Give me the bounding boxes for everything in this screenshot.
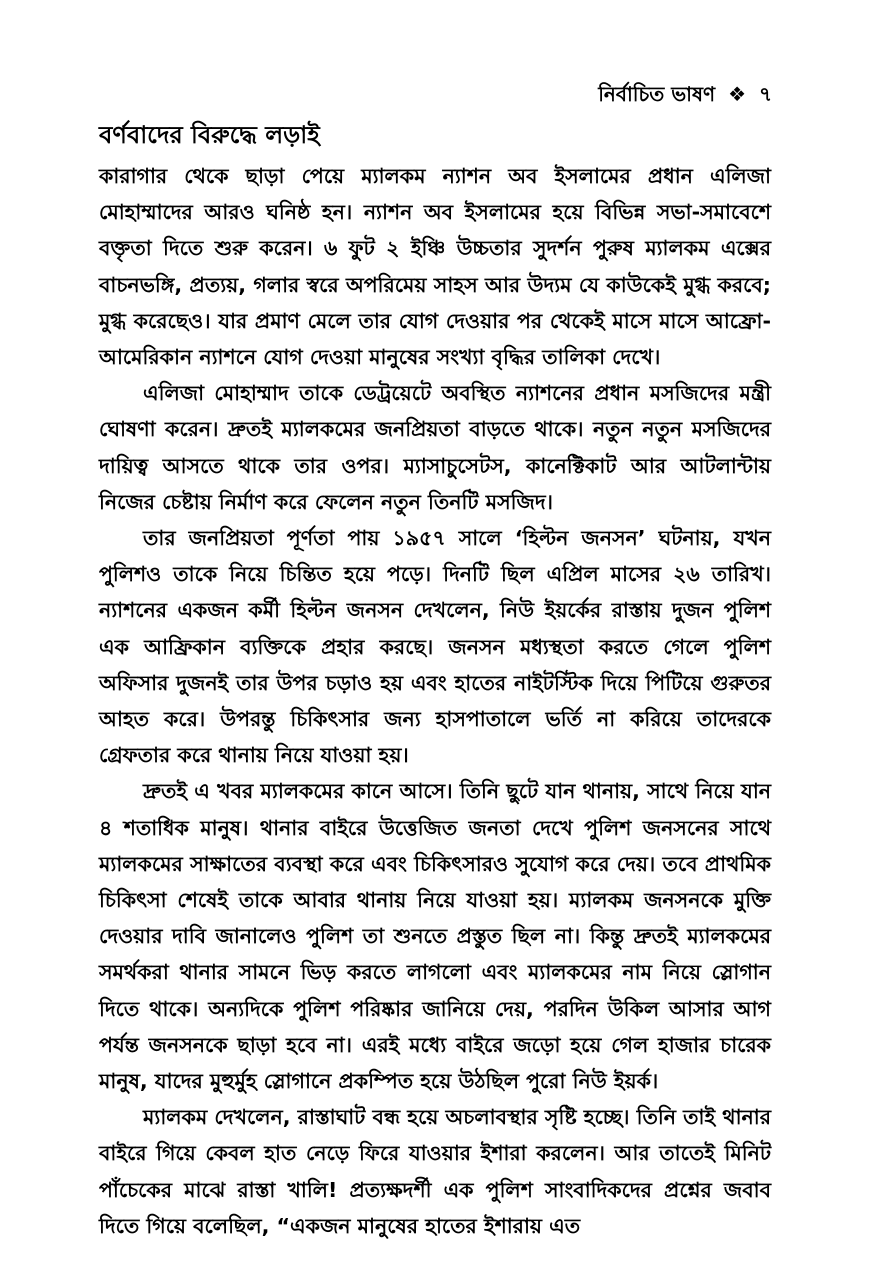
running-header (598, 80, 772, 113)
paragraph: কারাগার থেকে ছাড়া পেয়ে ম্যালকম ন্যাশন অব ইসলামের প্রধান এলিজা মোহাম্মাদের আরও ঘনিষ্ঠ হন। ন্যাশন অব ইসলামের হয়ে বিভিন্ন সভা-সমাবেশে বক্তৃতা দিতে শুরু করেন। ৬ ফুট ২ ইঞ্চি উচ্চতার সুদর্শন পুরুষ ম্যালকম এক্সের বাচনভঙ্গি, প্রত্যয়, গলার স্বরে অপরিমেয় সাহস আর উদ্যম যে কাউকেই মুগ্ধ করবে; মুগ্ধ করেছেও। যার প্রমাণ মেলে তার যোগ দেওয়ার পর থেকেই মাসে মাসে আফ্রো-আমেরিকান ন্যাশনে যোগ দেওয়া মানুষের সংখ্যা বৃদ্ধির তালিকা দেখে। (99, 164, 771, 370)
paragraph: এলিজা মোহাম্মাদ তাকে ডেট্রয়েটে অবস্থিত ন্যাশনের প্রধান মসজিদের মন্ত্রী ঘোষণা করেন। দ্রুতই ম্যালকমের জনপ্রিয়তা বাড়তে থাকে। নতুন নতুন মসজিদের দায়িত্ব আসতে থাকে তার ওপর। ম্যাসাচুসেটস, কানেক্টিকাট আর আটলান্টায় নিজের চেষ্টায় নির্মাণ করে ফেলেন নতুন তিনটি মসজিদ। (99, 381, 771, 514)
page-number: ৭ (758, 82, 772, 106)
section-title: বর্ণবাদের বিরুদ্ধে লড়াই (99, 121, 320, 149)
running-header-title: নির্বাচিত ভাষণ (598, 82, 716, 106)
paragraph: দ্রুতই এ খবর ম্যালকমের কানে আসে। তিনি ছুটে যান থানায়, সাথে নিয়ে যান ৪ শতাধিক মানুষ। থানার বাইরে উত্তেজিত জনতা দেখে পুলিশ জনসনের সাথে ম্যালকমের সাক্ষাতের ব্যবস্থা করে এবং চিকিৎসারও সুযোগ করে দেয়। তবে প্রাথমিক চিকিৎসা শেষেই তাকে আবার থানায় নিয়ে যাওয়া হয়। ম্যালকম জনসনকে মুক্তি দেওয়ার দাবি জানালেও পুলিশ তা শুনতে প্রস্তুত ছিল না। কিন্তু দ্রুতই ম্যালকমের সমর্থকরা থানার সামনে ভিড় করতে লাগলো এবং ম্যালকমের নাম নিয়ে স্লোগান দিতে থাকে। অন্যদিকে পুলিশ পরিষ্কার জানিয়ে দেয়, পরদিন উকিল আসার আগ পর্যন্ত জনসনকে ছাড়া হবে না। এরই মধ্যে বাইরে জড়ো হয়ে গেল হাজার চারেক মানুষ, যাদের মুহুর্মুহ স্লোগানে প্রকম্পিত হয়ে উঠছিল পুরো নিউ ইয়র্ক। (99, 779, 771, 1094)
paragraph: তার জনপ্রিয়তা পূর্ণতা পায় ১৯৫৭ সালে ‘হিল্টন জনসন’ ঘটনায়, যখন পুলিশও তাকে নিয়ে চিন্তিত হয়ে পড়ে। দিনটি ছিল এপ্রিল মাসের ২৬ তারিখ। ন্যাশনের একজন কর্মী হিল্টন জনসন দেখলেন, নিউ ইয়র্কের রাস্তায় দুজন পুলিশ এক আফ্রিকান ব্যক্তিকে প্রহার করছে। জনসন মধ্যস্থতা করতে গেলে পুলিশ অফিসার দুজনই তার উপর চড়াও হয় এবং হাতের নাইটস্টিক দিয়ে পিটিয়ে গুরুতর আহত করে। উপরন্তু চিকিৎসার জন্য হাসপাতালে ভর্তি না করিয়ে তাদেরকে গ্রেফতার করে থানায় নিয়ে যাওয়া হয়। (99, 526, 771, 768)
paragraph: ম্যালকম দেখলেন, রাস্তাঘাট বন্ধ হয়ে অচলাবস্থার সৃষ্টি হচ্ছে। তিনি তাই থানার বাইরে গিয়ে কেবল হাত নেড়ে ফিরে যাওয়ার ইশারা করলেন। আর তাতেই মিনিট পাঁচেকের মাঝে রাস্তা খালি! প্রত্যক্ষদর্শী এক পুলিশ সাংবাদিকদের প্রশ্নের জবাব দিতে গিয়ে বলেছিল, “একজন মানুষের হাতের ইশারায় এত (99, 1105, 771, 1238)
page-body (99, 118, 771, 1244)
diamond-ornament-icon: ❖ (728, 82, 747, 106)
